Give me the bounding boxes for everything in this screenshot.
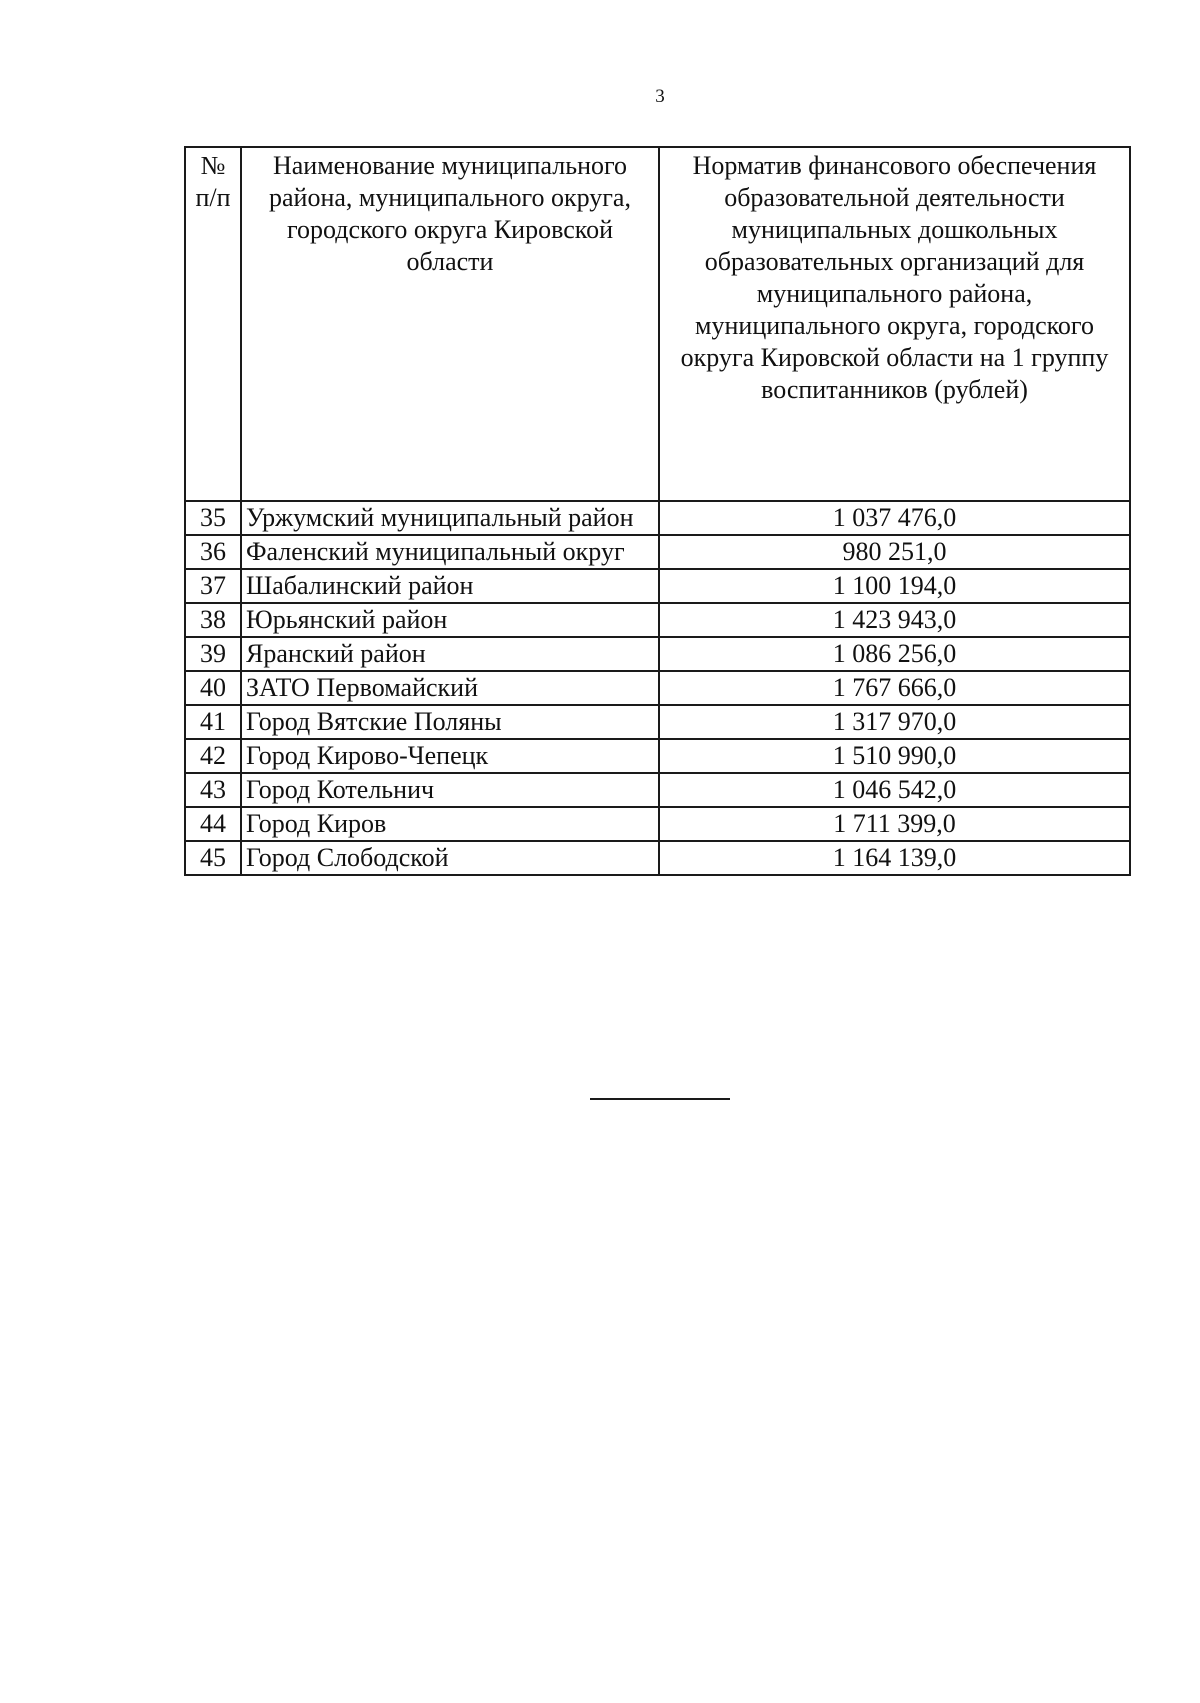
row-number: 40 (185, 671, 241, 705)
end-rule (590, 1098, 730, 1100)
row-name: Город Кирово-Чепецк (241, 739, 659, 773)
row-number: 37 (185, 569, 241, 603)
row-name: Город Вятские Поляны (241, 705, 659, 739)
row-number: 41 (185, 705, 241, 739)
row-name: Город Киров (241, 807, 659, 841)
page-number: 3 (655, 86, 665, 107)
table-header-row (185, 147, 1130, 501)
row-number: 39 (185, 637, 241, 671)
row-value: 1 164 139,0 (659, 841, 1130, 875)
row-value: 1 510 990,0 (659, 739, 1130, 773)
row-number: 35 (185, 501, 241, 535)
row-number: 45 (185, 841, 241, 875)
header-name: Наименование муниципального района, муниципального округа, городского округа Кировской области (241, 147, 659, 501)
table-body (185, 501, 1130, 875)
row-number: 44 (185, 807, 241, 841)
norm-table (184, 146, 1131, 876)
row-value: 1 100 194,0 (659, 569, 1130, 603)
table-row (185, 841, 1130, 875)
row-number: 42 (185, 739, 241, 773)
row-value: 1 037 476,0 (659, 501, 1130, 535)
row-name: Яранский район (241, 637, 659, 671)
row-name: Юрьянский район (241, 603, 659, 637)
table-row (185, 603, 1130, 637)
row-name: Уржумский муниципальный район (241, 501, 659, 535)
table-row (185, 807, 1130, 841)
table-row (185, 535, 1130, 569)
table-row (185, 637, 1130, 671)
table-row (185, 671, 1130, 705)
row-number: 36 (185, 535, 241, 569)
row-value: 1 317 970,0 (659, 705, 1130, 739)
row-name: Город Слободской (241, 841, 659, 875)
row-name: Город Котельнич (241, 773, 659, 807)
row-value: 1 086 256,0 (659, 637, 1130, 671)
row-name: Шабалинский район (241, 569, 659, 603)
row-value: 1 767 666,0 (659, 671, 1130, 705)
table-row (185, 501, 1130, 535)
header-number: № п/п (185, 147, 241, 501)
table-row (185, 773, 1130, 807)
row-number: 43 (185, 773, 241, 807)
row-value: 1 423 943,0 (659, 603, 1130, 637)
table-row (185, 739, 1130, 773)
row-value: 1 711 399,0 (659, 807, 1130, 841)
row-value: 980 251,0 (659, 535, 1130, 569)
table-row (185, 705, 1130, 739)
table-row (185, 569, 1130, 603)
row-value: 1 046 542,0 (659, 773, 1130, 807)
row-name: Фаленский муниципальный округ (241, 535, 659, 569)
row-name: ЗАТО Первомайский (241, 671, 659, 705)
row-number: 38 (185, 603, 241, 637)
header-norm-value: Норматив финансового обеспечения образовательной деятельности муниципальных дошкольных образовательных организаций для муниципального района, муниципального округа, городского округа Кировской области на 1 группу воспитанников (рублей) (659, 147, 1130, 501)
